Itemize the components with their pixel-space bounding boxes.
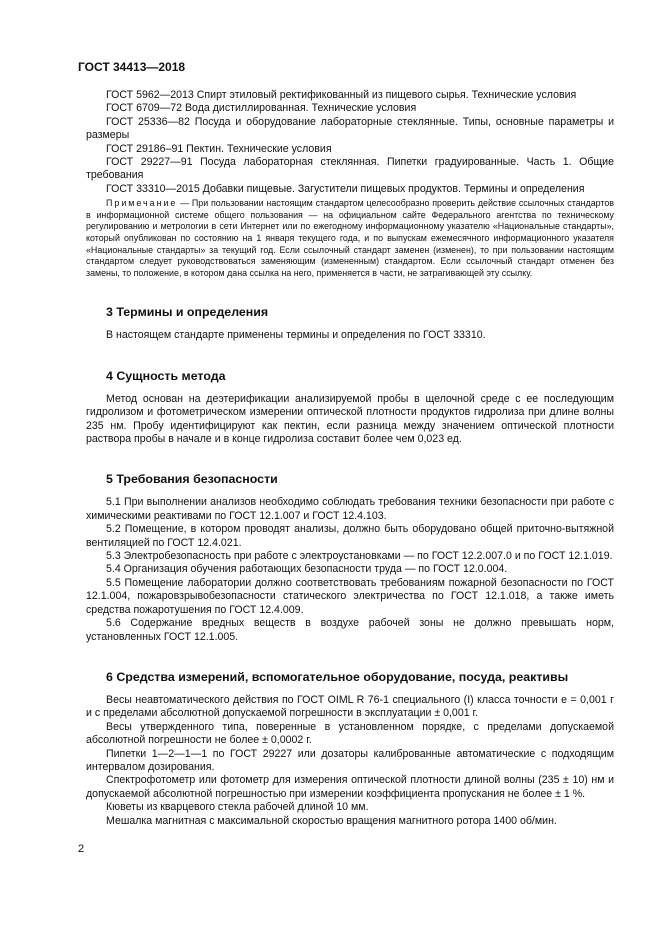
reference-item: ГОСТ 25336—82 Посуда и оборудование лабораторные стеклянные. Типы, основные параметры и размеры [86, 115, 614, 142]
section-paragraph: Мешалка магнитная с максимальной скоростью вращения магнитного ротора 1400 об/мин. [106, 814, 557, 827]
note-block [86, 198, 614, 279]
page-number: 2 [78, 843, 85, 855]
section-heading: 4 Сущность метода [106, 368, 226, 383]
reference-item: ГОСТ 29186–91 Пектин. Технические условия [106, 142, 332, 155]
section-paragraph: 5.3 Электробезопасность при работе с электроустановками — по ГОСТ 12.2.007.0 и по ГОСТ 12.1.019. [106, 550, 613, 563]
section-paragraph: Метод основан на деэтерификации анализируемой пробы в щелочной среде с ее последующим гидролизом и фотометрическом измерении оптической плотности продуктов гидролиза при длине волны 235 нм. Пробу идентифицируют как пектин, если разница между значением оптической плотности раствора пробы в начале и в конце гидролиза составит более чем 0,023 ед. [86, 392, 614, 446]
section-paragraph: Весы неавтоматического действия по ГОСТ OIML R 76-1 специального (I) класса точности e = 0,001 г и с пределами абсолютной допускаемой погрешности в эксплуатации ± 0,001 г. [86, 693, 614, 720]
section-paragraph: 5.2 Помещение, в котором проводят анализы, должно быть оборудовано общей приточно-вытяжной вентиляцией по ГОСТ 12.4.021. [86, 523, 614, 549]
note-label: Примечание [106, 198, 178, 209]
section-paragraph: 5.1 При выполнении анализов необходимо соблюдать требования техники безопасности при работе с химическими реактивами по ГОСТ 12.1.007 и ГОСТ 12.4.103. [86, 496, 614, 522]
section-paragraph: 5.6 Содержание вредных веществ в воздухе рабочей зоны не должно превышать норм, установленных ГОСТ 12.1.005. [86, 617, 614, 643]
section-paragraph: 5.5 Помещение лаборатории должно соответствовать требованиям пожарной безопасности по ГОСТ 12.1.004, пожаровзрывобезопасности статического электричества по ГОСТ 12.1.018, а также иметь средства пожаротушения по ГОСТ 12.4.009. [86, 576, 614, 616]
reference-item: ГОСТ 33310—2015 Добавки пищевые. Загустители пищевых продуктов. Термины и определения [106, 182, 585, 195]
section-heading: 5 Требования безопасности [106, 472, 278, 487]
section-heading: 3 Термины и определения [106, 305, 269, 320]
section-equipment [86, 669, 614, 828]
reference-item: ГОСТ 6709—72 Вода дистиллированная. Технические условия [106, 102, 417, 115]
reference-item: ГОСТ 29227—91 Посуда лабораторная стеклянная. Пипетки градуированные. Часть 1. Общие требования [86, 156, 614, 182]
section-safety [86, 471, 614, 643]
note-paragraph [86, 198, 614, 279]
normative-references-list [86, 89, 614, 196]
note-text: — При пользовании настоящим стандартом целесообразно проверить действие ссылочных стандартов в информационной системе общего пользования — на официальном сайте Федерального агентства по техническому регулированию и метрологии в сети Интернет или по ежегодному информационному указателю «Национальные стандарты», который опубликован по состоянию на 1 января текущего года, и по выпускам ежемесячного информационного указателя «Национальные стандарты» за текущий год. Если ссылочный стандарт заменен (изменен), то при пользовании настоящим стандартом следует руководствоваться заменяющим (измененным) стандартом. Если ссылочный стандарт отменен без замены, то положение, в котором дана ссылка на него, применяется в части, не затрагивающей эту ссылку. [86, 198, 614, 278]
section-heading: 6 Средства измерений, вспомогательное оборудование, посуда, реактивы [106, 669, 569, 684]
section-paragraph: Пипетки 1—2—1—1 по ГОСТ 29227 или дозаторы калиброванные автоматические с подходящим интервалом дозирования. [86, 747, 614, 773]
section-paragraph: Спектрофотометр или фотометр для измерения оптической плотности длиной волны (235 ± 10) нм и допускаемой абсолютной погрешностью при измерении коэффициента пропускания не более ± 1 %. [86, 774, 614, 800]
section-paragraph: 5.4 Организация обучения работающих безопасности труда — по ГОСТ 12.0.004. [106, 563, 508, 576]
reference-item: ГОСТ 5962—2013 Спирт этиловый ректификованный из пищевого сырья. Технические условия [106, 89, 577, 101]
section-paragraph: Кюветы из кварцевого стекла рабочей длиной 10 мм. [106, 801, 369, 814]
document-header: ГОСТ 34413—2018 [78, 60, 186, 74]
section-paragraph: Весы утвержденного типа, поверенные в установленном порядке, с пределами допускаемой абсолютной погрешности не более ± 0,0002 г. [86, 720, 614, 747]
section-method [86, 368, 614, 447]
page-content [86, 89, 614, 828]
section-terms [86, 304, 614, 342]
section-paragraph: В настоящем стандарте применены термины и определения по ГОСТ 33310. [106, 329, 486, 342]
